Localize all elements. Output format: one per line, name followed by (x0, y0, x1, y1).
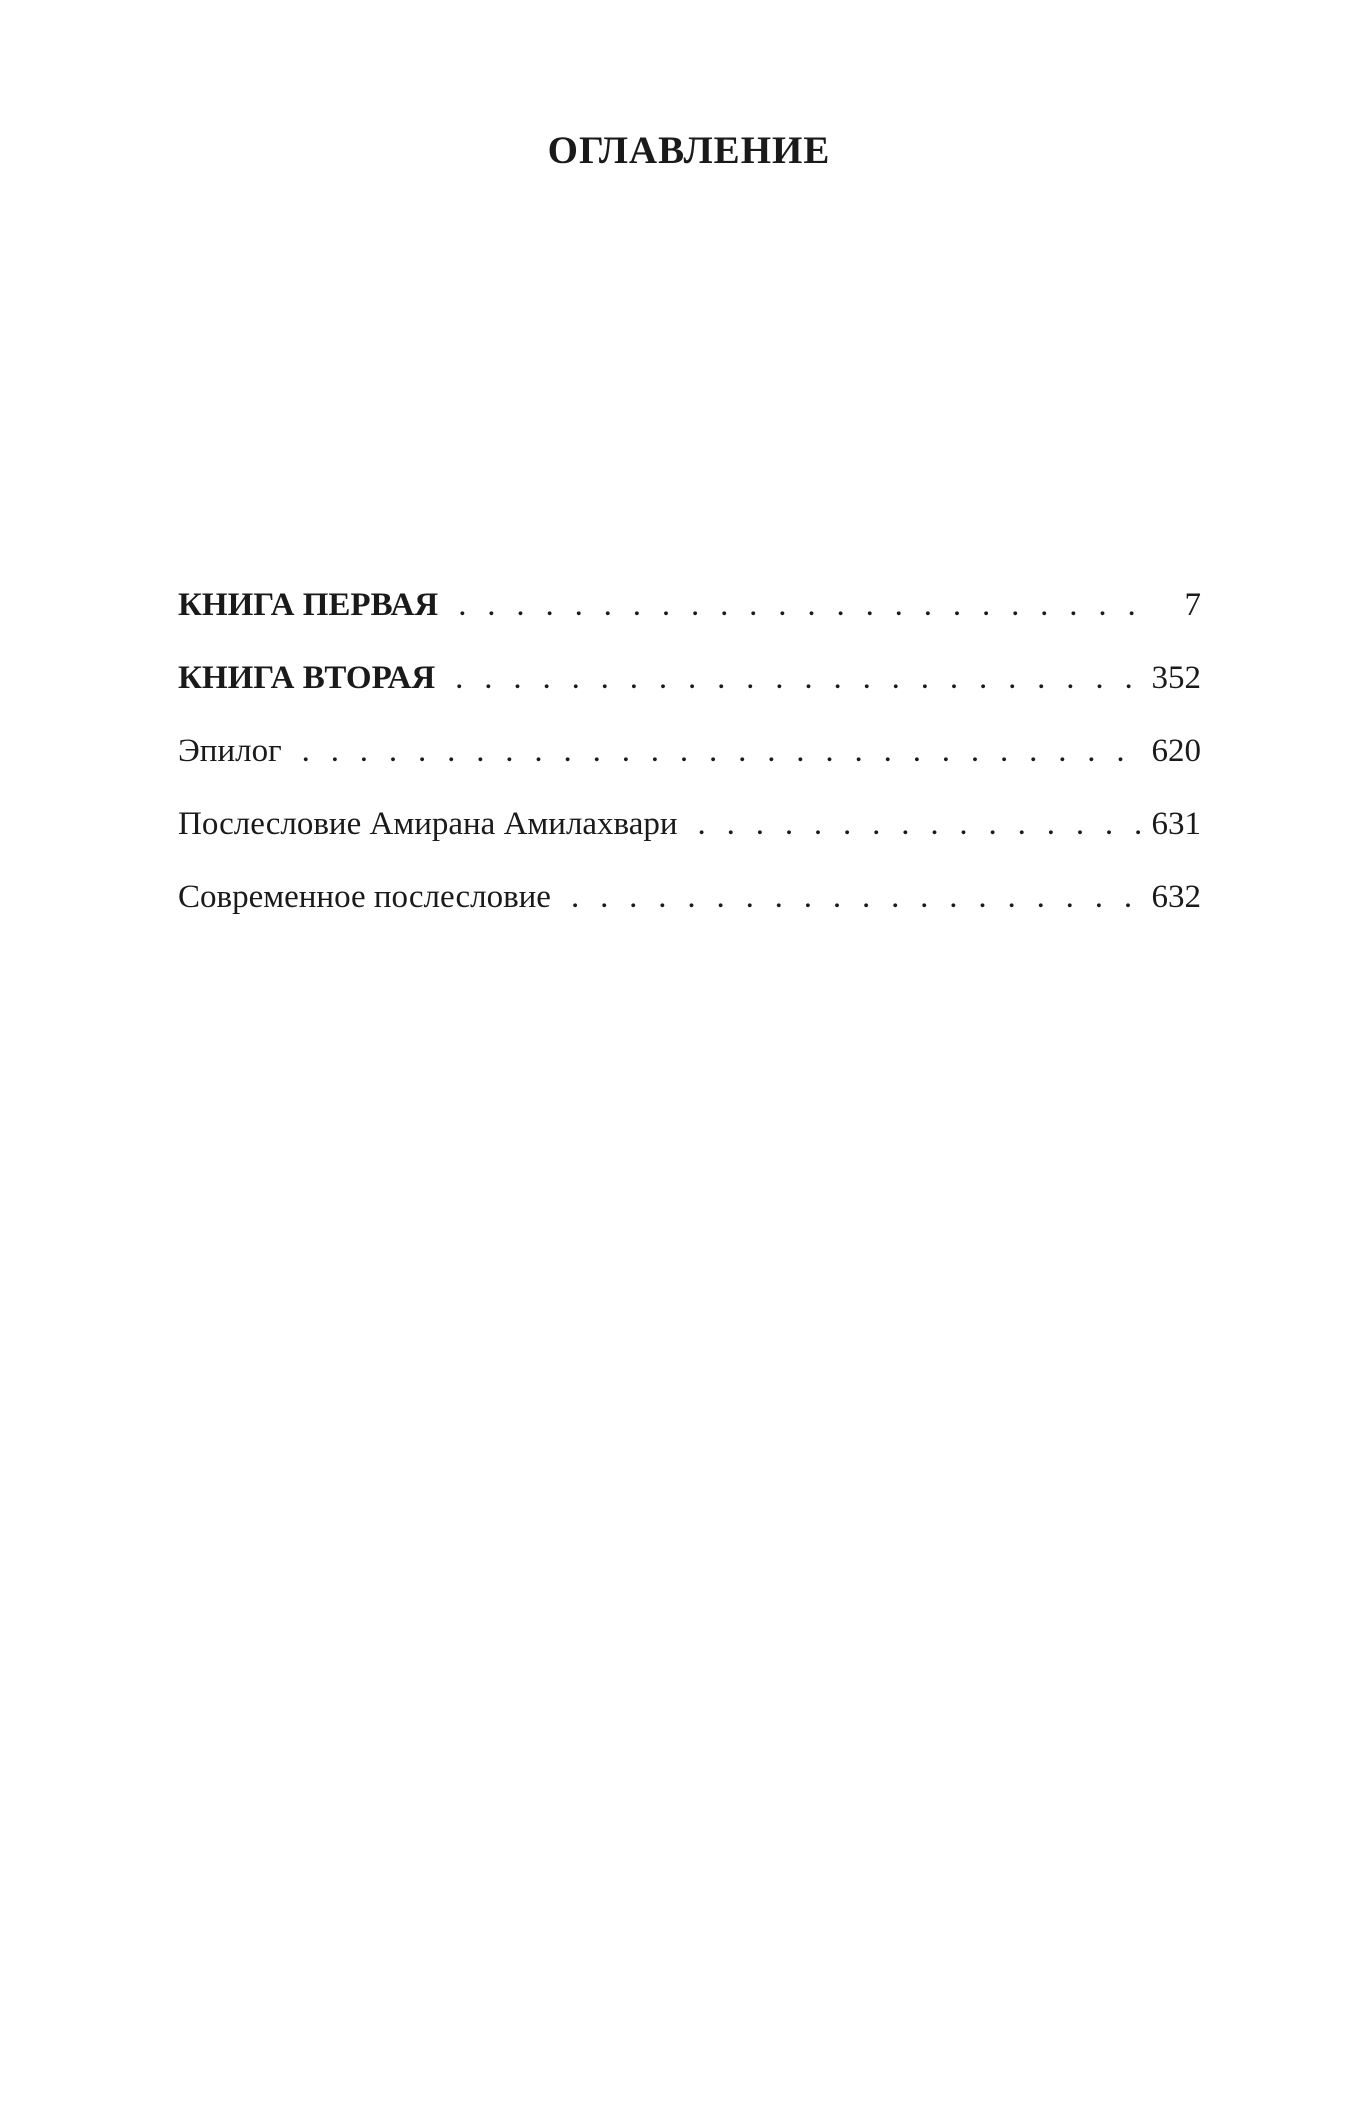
toc-entry-afterword-amilakhvari[interactable] (178, 804, 1201, 877)
toc-page-number: 631 (1151, 806, 1201, 842)
toc-page-number: 620 (1151, 733, 1201, 769)
page-title: ОГЛАВЛЕНИЕ (547, 129, 831, 172)
toc-entry-title: КНИГА ВТОРАЯ (178, 660, 436, 696)
toc-entry-title: Современное послесловие (178, 879, 551, 915)
toc-entry-title: Эпилог (178, 733, 282, 769)
toc-page-number: 7 (1184, 587, 1201, 623)
toc-page-number: 632 (1151, 879, 1201, 915)
toc-entry-epilogue[interactable] (178, 731, 1201, 804)
dot-leader (571, 877, 1143, 917)
dot-leader (698, 804, 1143, 844)
toc-page-number: 352 (1151, 660, 1201, 696)
dot-leader (302, 731, 1143, 771)
toc-entry-title: Послесловие Амирана Амилахвари (178, 806, 678, 842)
toc-entry-book-one[interactable] (178, 585, 1201, 658)
toc-entry-title: КНИГА ПЕРВАЯ (178, 587, 439, 623)
table-of-contents (178, 585, 1201, 950)
dot-leader (455, 658, 1143, 698)
toc-entry-modern-afterword[interactable] (178, 877, 1201, 950)
dot-leader (458, 585, 1143, 625)
toc-entry-book-two[interactable] (178, 658, 1201, 731)
